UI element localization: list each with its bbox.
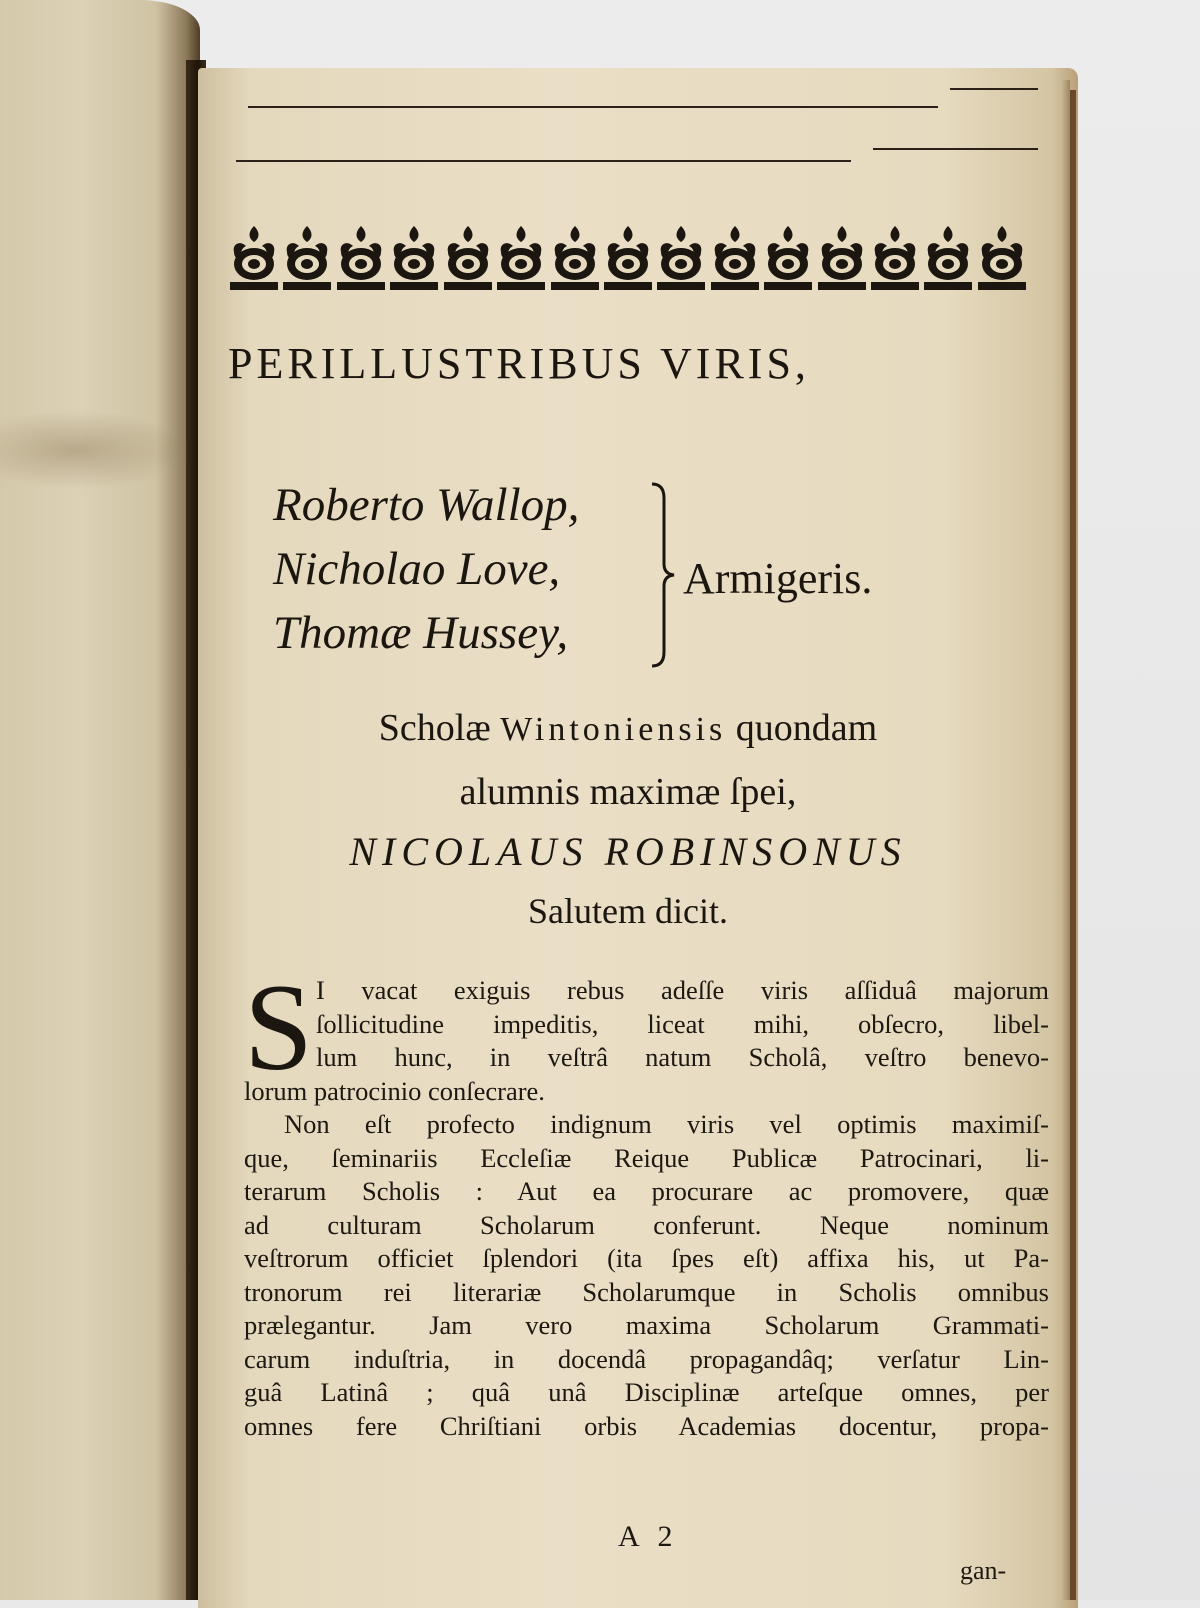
body-line: carum induſtria, in docendâ propagandâq; verſatur Lin-: [244, 1343, 1049, 1374]
wintoniensis-smallcaps: Wintoniensis: [500, 711, 727, 748]
ornament-fleuron: [816, 222, 868, 292]
page-fore-edge: [1062, 80, 1070, 1600]
top-rule-right: [950, 88, 1038, 90]
ornament-fleuron: [976, 222, 1028, 292]
body-line: guâ Latinâ ; quâ unâ Disciplinæ arteſque omnes, per: [244, 1377, 1049, 1407]
body-line: veſtrorum officiet ſplendori (ita ſpes eſt) affixa his, ut Pa-: [244, 1243, 1049, 1273]
dedicatee-name: Nicholao Love,: [273, 543, 561, 595]
dedicatee-name: Thomæ Hussey,: [273, 607, 569, 659]
cover-edge: [1070, 90, 1076, 1600]
salutation: Salutem dicit.: [528, 891, 728, 931]
page-stain: [0, 410, 190, 490]
ornament-fleuron: [228, 222, 280, 292]
ornament-fleuron: [602, 222, 654, 292]
left-facing-page: [0, 0, 200, 1600]
ornament-fleuron: [549, 222, 601, 292]
dedication-heading: PERILLUSTRIBUS VIRIS,: [228, 339, 810, 388]
ornament-fleuron: [922, 222, 974, 292]
schola-line: [228, 706, 1028, 750]
right-page: [198, 68, 1078, 1608]
second-rule-left: [236, 160, 851, 162]
armigeris-label: Armigeris.: [683, 554, 873, 603]
ornament-fleuron: [655, 222, 707, 292]
top-rule-left: [248, 106, 938, 108]
body-line: terarum Scholis : Aut ea procurare ac promovere, quæ: [244, 1176, 1049, 1206]
ornament-fleuron: [442, 222, 494, 292]
ornament-fleuron: [869, 222, 921, 292]
ornament-fleuron: [709, 222, 761, 292]
drop-cap: S: [244, 959, 313, 1096]
alumnis-line: alumnis maximæ ſpei,: [459, 771, 797, 813]
dedication-body: [244, 959, 1049, 1443]
author-name: NICOLAUS ROBINSONUS: [349, 829, 907, 874]
body-line: tronorum rei literariæ Scholarumque in Scholis omnibus: [244, 1276, 1049, 1307]
ornament-fleuron: [281, 222, 333, 292]
woodcut-ornament-band: [228, 216, 1028, 292]
body-line: ſollicitudine impeditis, liceat mihi, obſecro, libel-: [316, 1008, 1049, 1039]
right-brace: [648, 480, 678, 670]
body-line: prælegantur. Jam vero maxima Scholarum Grammati-: [244, 1310, 1049, 1340]
body-line: que, ſeminariis Eccleſiæ Reique Publicæ Patrocinari, li-: [244, 1142, 1049, 1173]
schola-suffix: quondam: [726, 707, 878, 749]
body-line: lum hunc, in veſtrâ natum Scholâ, veſtro benevo-: [316, 1042, 1049, 1072]
dedicatee-name: Roberto Wallop,: [273, 479, 580, 531]
second-rule-right: [873, 148, 1038, 150]
body-line: omnes fere Chriſtiani orbis Academias docentur, propa-: [244, 1410, 1049, 1441]
body-line: lorum patrocinio conſecrare.: [244, 1075, 545, 1106]
catchword: gan-: [960, 1556, 1007, 1585]
ornament-fleuron: [335, 222, 387, 292]
body-line: I vacat exiguis rebus adeſſe viris aſſiduâ majorum: [316, 975, 1049, 1005]
ornament-fleuron: [495, 222, 547, 292]
schola-prefix: Scholæ: [378, 707, 501, 749]
body-line: Non eſt profecto indignum viris vel optimis maximiſ-: [284, 1109, 1049, 1139]
signature-mark: A 2: [618, 1520, 679, 1553]
ornament-fleuron: [762, 222, 814, 292]
dedicatee-names: [273, 473, 653, 665]
ornament-fleuron: [388, 222, 440, 292]
body-line: ad culturam Scholarum conferunt. Neque nominum: [244, 1209, 1049, 1240]
